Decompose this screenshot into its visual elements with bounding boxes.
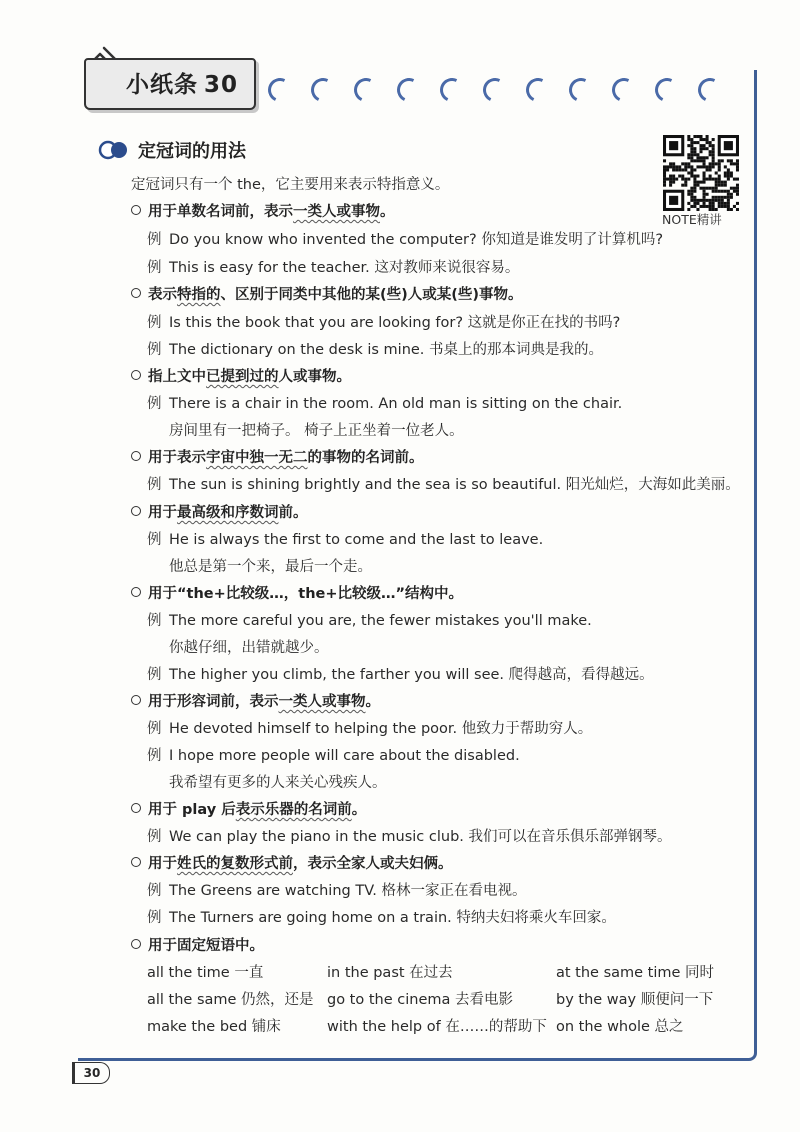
ring-icon bbox=[265, 75, 296, 106]
header-number: 30 bbox=[204, 72, 239, 98]
rule-5: 用于最高级和序数词前。 bbox=[131, 501, 308, 522]
bullet-icon bbox=[131, 506, 141, 516]
ring-icon bbox=[523, 75, 554, 106]
bullet-icon bbox=[131, 587, 141, 597]
example-5: 例 There is a chair in the room. An old man is sitting on the chair. bbox=[147, 396, 623, 412]
header-tag: 小纸条 bbox=[126, 72, 198, 98]
rule-10: 用于固定短语中。 bbox=[131, 934, 264, 955]
bullet-icon bbox=[131, 288, 141, 298]
rule-1: 用于单数名词前，表示一类人或事物。 bbox=[131, 200, 395, 221]
rule-8: 用于 play 后表示乐器的名词前。 bbox=[131, 798, 366, 819]
phrase-item: make the bed 铺床 bbox=[147, 1019, 281, 1035]
ring-icon bbox=[480, 75, 511, 106]
ring-icon bbox=[566, 75, 597, 106]
intro-text: 定冠词只有一个 the，它主要用来表示特指意义。 bbox=[131, 177, 450, 193]
phrase-item: all the same 仍然，还是 bbox=[147, 992, 314, 1008]
qr-caption: NOTE精讲 bbox=[662, 212, 722, 227]
rule-2: 表示特指的、区别于同类中其他的某(些)人或某(些)事物。 bbox=[131, 283, 523, 304]
example-13: 例 The Greens are watching TV. 格林一家正在看电视。 bbox=[147, 883, 527, 899]
section-title: 定冠词的用法 bbox=[138, 141, 246, 162]
phrase-item: go to the cinema 去看电影 bbox=[327, 992, 513, 1008]
bullet-icon bbox=[131, 857, 141, 867]
qr-code[interactable] bbox=[663, 135, 739, 211]
ring-icon bbox=[437, 75, 468, 106]
example-7-translation: 他总是第一个来，最后一个走。 bbox=[169, 559, 372, 575]
example-11-translation: 我希望有更多的人来关心残疾人。 bbox=[169, 775, 387, 791]
ring-icon bbox=[351, 75, 382, 106]
example-4: 例 The dictionary on the desk is mine. 书桌上的那本词典是我的。 bbox=[147, 342, 604, 358]
ring-icon bbox=[308, 75, 339, 106]
phrase-item: by the way 顺便问一下 bbox=[556, 992, 714, 1008]
phrase-item: at the same time 同时 bbox=[556, 965, 715, 981]
example-1: 例 Do you know who invented the computer? 你知道是谁发明了计算机吗? bbox=[147, 232, 664, 248]
ring-icon bbox=[652, 75, 683, 106]
phrase-item: all the time 一直 bbox=[147, 965, 264, 981]
bullet-icon bbox=[131, 205, 141, 215]
example-8: 例 The more careful you are, the fewer mistakes you'll make. bbox=[147, 613, 592, 629]
page-number: 30 bbox=[72, 1062, 110, 1084]
example-11: 例 I hope more people will care about the disabled. bbox=[147, 748, 520, 764]
binder-rings bbox=[268, 70, 728, 104]
phrase-item: on the whole 总之 bbox=[556, 1019, 684, 1035]
rule-9: 用于姓氏的复数形式前，表示全家人或夫妇俩。 bbox=[131, 852, 453, 873]
bullet-icon bbox=[131, 939, 141, 949]
ring-icon bbox=[609, 75, 640, 106]
bullet-icon bbox=[131, 803, 141, 813]
phrase-item: with the help of 在……的帮助下 bbox=[327, 1019, 547, 1035]
header-title bbox=[126, 66, 238, 99]
rule-6: 用于“the+比较级…，the+比较级…”结构中。 bbox=[131, 582, 463, 603]
rule-3: 指上文中已提到过的人或事物。 bbox=[131, 365, 351, 386]
example-10: 例 He devoted himself to helping the poor. 他致力于帮助穷人。 bbox=[147, 721, 593, 737]
example-7: 例 He is always the first to come and the last to leave. bbox=[147, 532, 544, 548]
bullet-icon bbox=[131, 370, 141, 380]
example-8-translation: 你越仔细，出错就越少。 bbox=[169, 640, 329, 656]
example-3: 例 Is this the book that you are looking for? 这就是你正在找的书吗? bbox=[147, 315, 621, 331]
example-12: 例 We can play the piano in the music club. 我们可以在音乐俱乐部弹钢琴。 bbox=[147, 829, 672, 845]
ring-icon bbox=[695, 75, 726, 106]
ring-icon bbox=[394, 75, 425, 106]
phrase-item: in the past 在过去 bbox=[327, 965, 453, 981]
bullet-icon bbox=[131, 451, 141, 461]
rule-7: 用于形容词前，表示一类人或事物。 bbox=[131, 690, 380, 711]
example-6: 例 The sun is shining brightly and the sea is so beautiful. 阳光灿烂，大海如此美丽。 bbox=[147, 477, 740, 493]
example-2: 例 This is easy for the teacher. 这对教师来说很容易。 bbox=[147, 260, 520, 276]
double-circle-icon bbox=[98, 140, 132, 160]
example-14: 例 The Turners are going home on a train. 特纳夫妇将乘火车回家。 bbox=[147, 910, 616, 926]
rule-4: 用于表示宇宙中独一无二的事物的名词前。 bbox=[131, 446, 424, 467]
example-9: 例 The higher you climb, the farther you will see. 爬得越高，看得越远。 bbox=[147, 667, 654, 683]
bullet-icon bbox=[131, 695, 141, 705]
example-5-translation: 房间里有一把椅子。 椅子上正坐着一位老人。 bbox=[169, 423, 464, 439]
